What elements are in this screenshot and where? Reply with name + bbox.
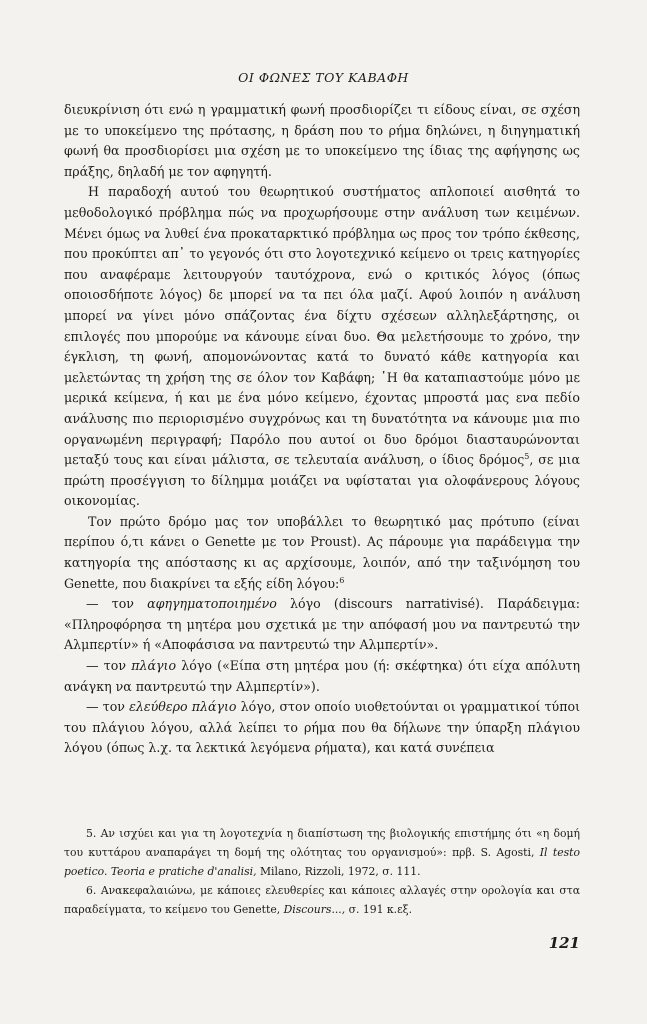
footnote-6-tail: σ. 191 κ.εξ. xyxy=(345,903,413,916)
paragraph-2 xyxy=(64,182,580,512)
page-number: 121 xyxy=(548,934,580,952)
paragraph-3-text: Τον πρώτο δρόμο μας τον υποβάλλει το θεωρητικό μας πρότυπο (είναι περίπου ό,τι κάνει ο Genette με τον Proust). Ας πάρουμε για παράδειγμα την κατηγορία της απόστασης κι ας αρχίσουμε, λοιπόν, από την ταξινόμηση του Genette, που διακρίνει τα εξής είδη λόγου: xyxy=(64,513,580,591)
footnote-5-tail: Milano, Rizzoli, 1972, σ. 111. xyxy=(256,865,421,878)
paragraph-2-text: Η παραδοχή αυτού του θεωρητικού συστήματος απλοποιεί αισθητά το μεθοδολογικό πρόβλημα πώς να προχωρήσουμε στην ανάλυση των κειμένων. Μένει όμως να λυθεί ένα προκαταρκτικό πρόβλημα ως προς τον τρόπο έκθεσης, που προκύπτει απ᾽ το γεγονός ότι στο λογοτεχνικό κείμενο οι τρεις κατηγορίες που αναφέραμε λειτουργούν ταυτόχρονα, ενώ ο κριτικός λόγος (όπως οποιοσδήποτε λόγος) δε μπορεί να τα πει όλα μαζί. Αφού λοιπόν η ανάλυση μπορεί να γίνει μόνο σπάζοντας ένα δίχτυ σχέσεων αλληλεξάρτησης, οι επιλογές που μπορούμε να κάνουμε είναι δυο. Θα μελετήσουμε το χρόνο, την έγκλιση, τη φωνή, απομονώνοντας κατά το δυνατό κάθε κατηγορία και μελετώντας τη χρήση της σε όλον τον Καβάφη; ῾Η θα καταπιαστούμε μόνο με μερικά κείμενα, ή και με ένα μόνο κείμενο, έχοντας μπροστά μας ενα πεδίο ανάλυσης πιο περιορισμένο συγχρόνως και τη δυνατότητα να κάνουμε μια πιο οργανωμένη περιγραφή; Παρόλο που αυτοί οι δυο δρόμοι διασταυρώνονται μεταξύ τους και είναι μάλιστα, σε τελευταία ανάλυση, ο ίδιος δρόμος xyxy=(64,184,580,468)
dash-item-3-lead: — τον xyxy=(86,699,130,715)
footnote-ref-6[interactable]: 6 xyxy=(339,575,345,585)
dash-item-1-term: αφηγηματοποιημένο xyxy=(147,596,277,612)
dash-item-3 xyxy=(64,697,580,759)
footnote-5-title: Il testo poetico. Teoria e pratiche d'analisi, xyxy=(64,846,580,878)
dash-item-1 xyxy=(64,594,580,656)
dash-item-3-term: ελεύθερο πλάγιο xyxy=(129,699,237,715)
footnote-6 xyxy=(64,881,580,919)
footnote-6-text: 6. Ανακεφαλαιώνω, με κάποιες ελευθερίες και κάποιες αλλαγές στην ορολογία και στα παραδείγματα, το κείμενο του Genette, xyxy=(64,884,580,916)
running-head: ΟΙ ΦΩΝΕΣ ΤΟΥ ΚΑΒΑΦΗ xyxy=(238,70,409,85)
body-text xyxy=(64,100,580,759)
footnote-ref-5[interactable]: 5 xyxy=(524,451,530,461)
footnote-5 xyxy=(64,824,580,881)
paragraph-1: διευκρίνιση ότι ενώ η γραμματική φωνή προσδιορίζει τι είδους είναι, σε σχέση με το υποκείμενο της πρότασης, η δράση που το ρήμα δηλώνει, η διηγηματική φωνή θα προσδιορίσει μια σχέση με το υποκείμενο της ίδιας της αφήγησης ως πράξης, δηλαδή με τον αφηγητή. xyxy=(64,102,580,179)
dash-item-1-text: λόγο (discours narrativisé). Παράδειγμα: «Πληροφόρησα τη μητέρα μου σχετικά με την απόφασή μου να παντρευτώ την Αλμπερτίν» ή «Αποφάσισα να παντρευτώ την Αλμπερτίν». xyxy=(64,596,580,653)
footnote-5-text: 5. Αν ισχύει και για τη λογοτεχνία η διαπίστωση της βιολογικής επιστήμης ότι «η δομή του κυττάρου αναπαράγει τη δομή της ολότητας του οργανισμού»: πρβ. S. Agosti, xyxy=(64,827,580,859)
paragraph-3 xyxy=(64,512,580,594)
dash-item-1-lead: — τον xyxy=(86,596,148,612)
footnotes xyxy=(64,824,580,919)
dash-item-2-term: πλάγιο xyxy=(131,658,177,674)
footnote-6-title: Discours..., xyxy=(283,903,346,916)
dash-item-2 xyxy=(64,656,580,697)
dash-item-3-text: λόγο, στον οποίο υιοθετούνται οι γραμματικοί τύποι του πλάγιου λόγου, αλλά λείπει το ρήμα που θα δήλωνε την ύπαρξη πλάγιου λόγου (όπως λ.χ. τα λεκτικά λεγόμενα ρήματα), και κατά συνέπεια xyxy=(64,699,581,756)
paragraph-2-tail: , σε μια πρώτη προσέγγιση το δίλημμα μοιάζει να υφίσταται για ολοφάνερους λόγους οικονομίας. xyxy=(64,452,580,509)
dash-item-2-text: λόγο («Είπα στη μητέρα μου (ή: σκέφτηκα) ότι είχα απόλυτη ανάγκη να παντρευτώ την Αλμπερτίν»). xyxy=(64,658,580,694)
dash-item-2-lead: — τον xyxy=(86,658,132,674)
